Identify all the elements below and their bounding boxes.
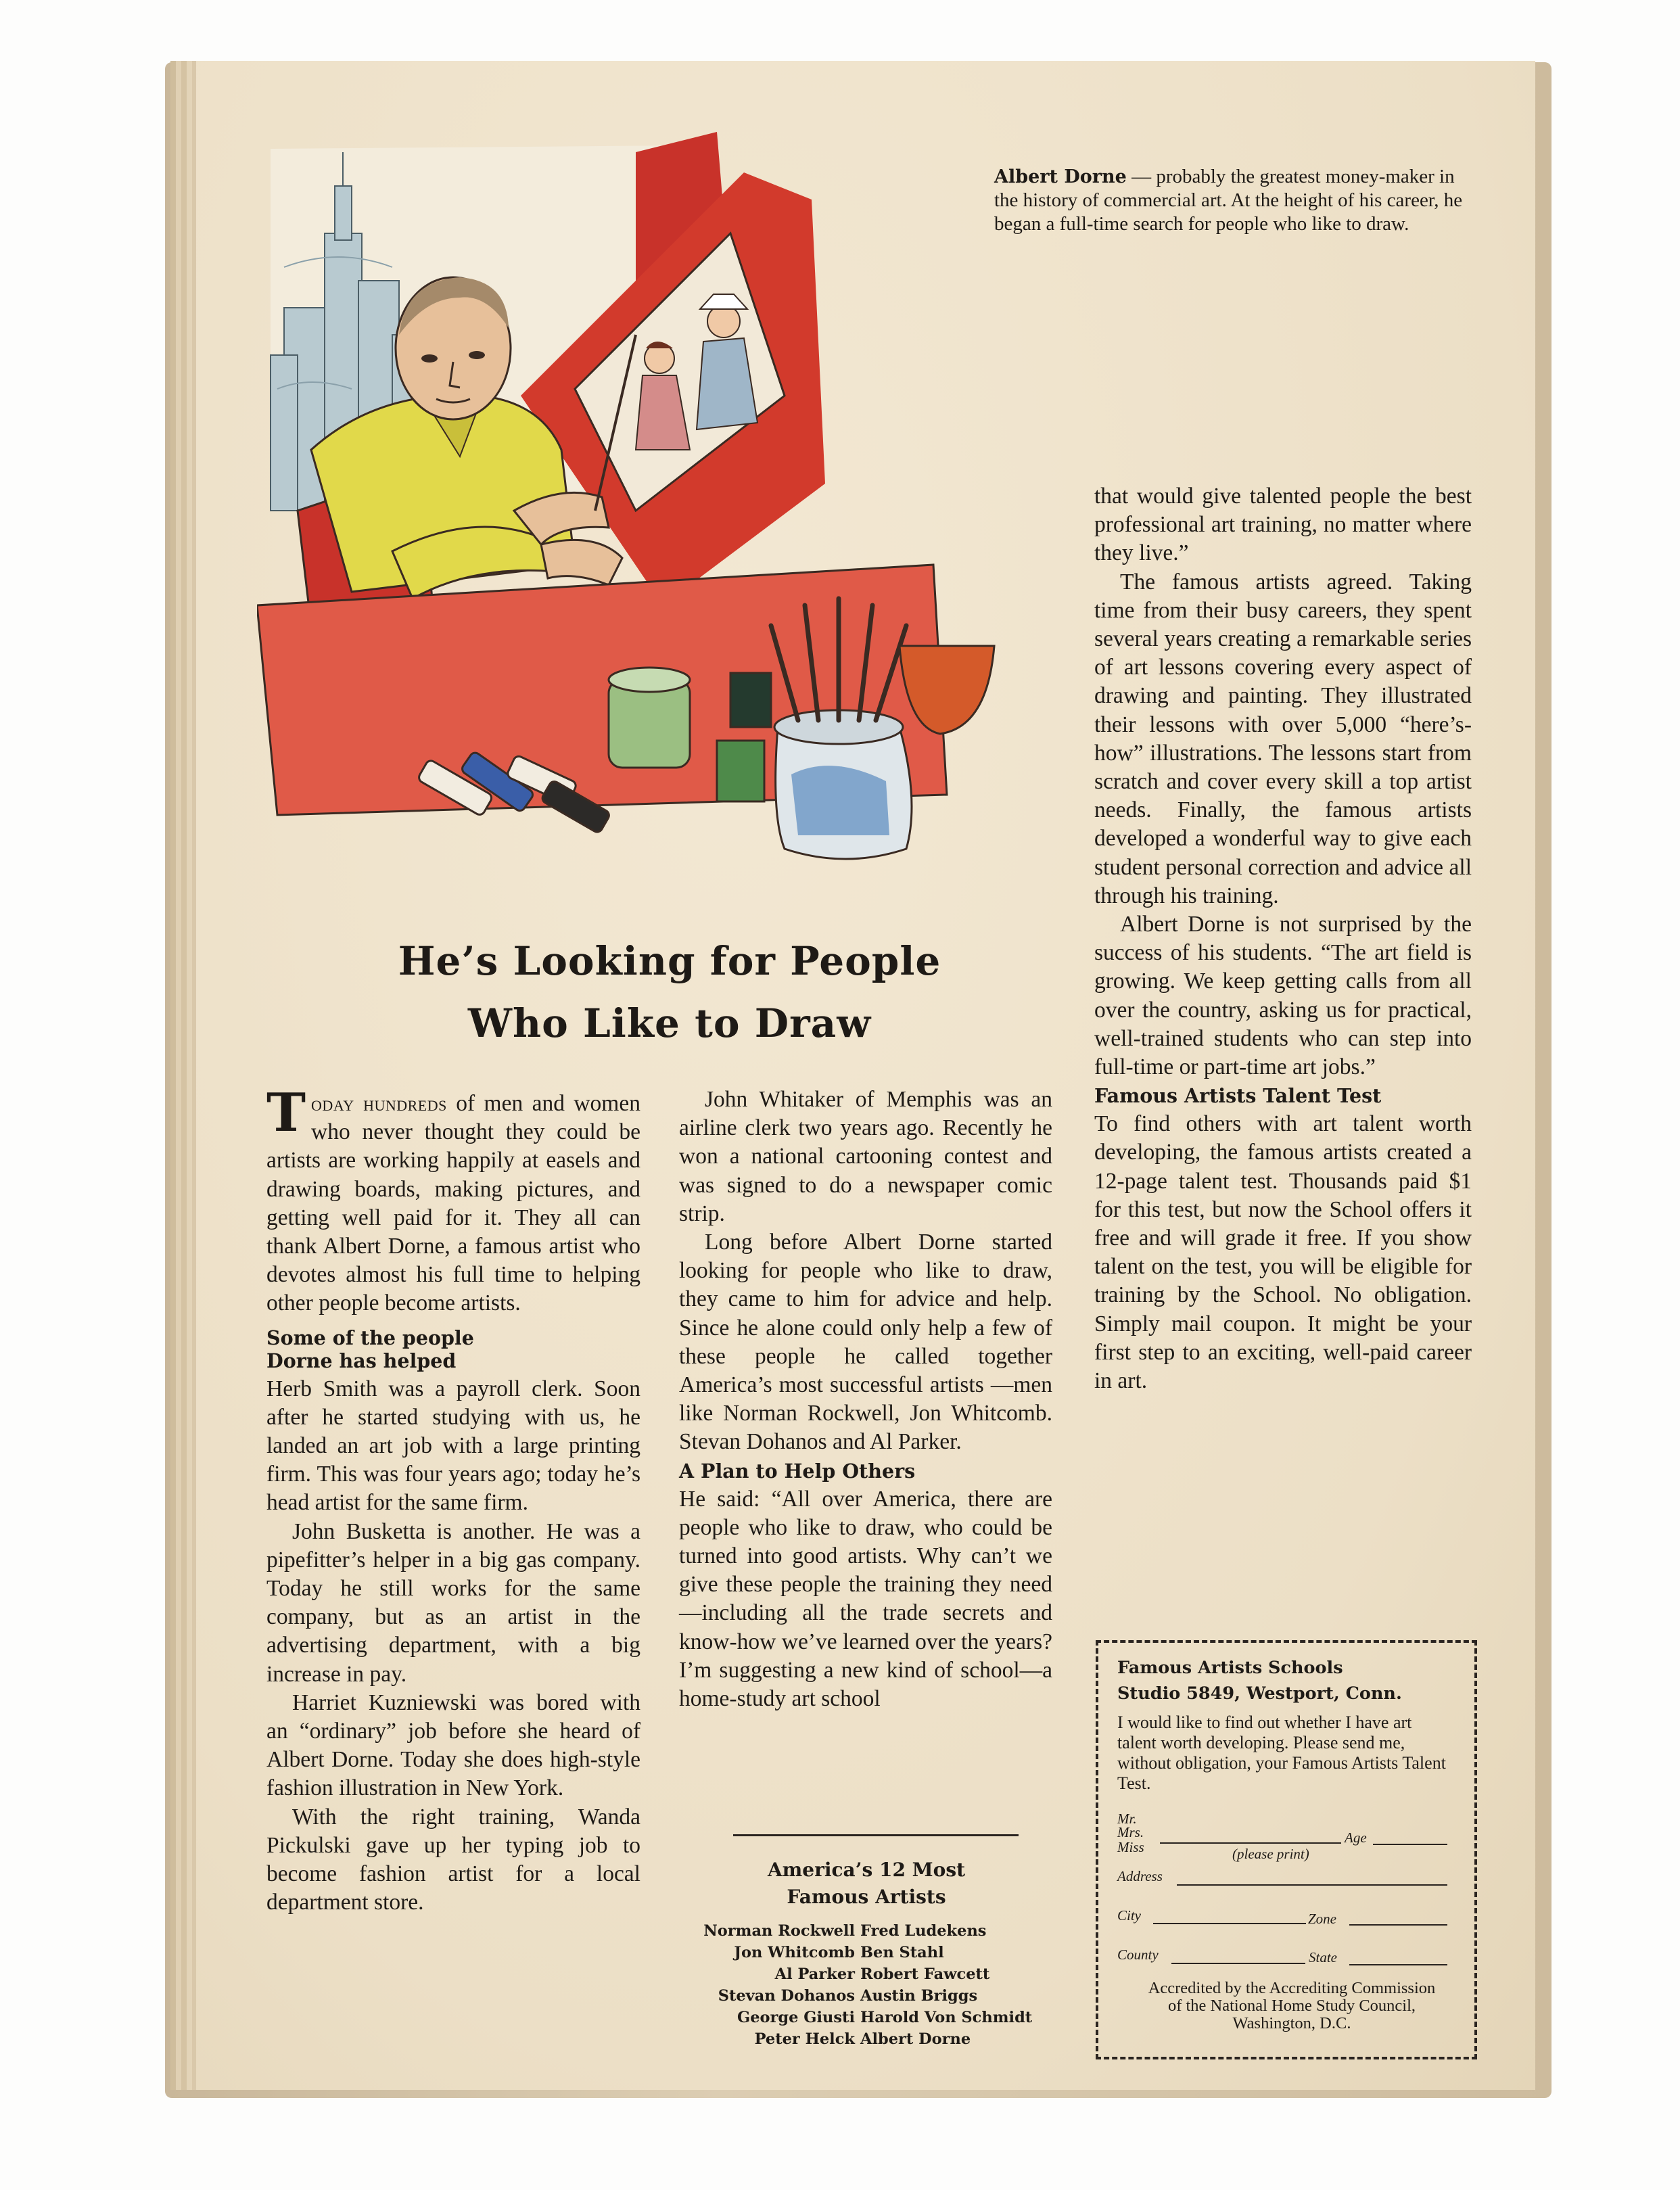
intro-smallcaps: oday hundreds [311, 1091, 447, 1115]
artist-left-2: Jon Whitcomb [734, 1944, 855, 1961]
article-column-1 [266, 1082, 640, 1917]
coupon-address-field[interactable] [1177, 1884, 1447, 1886]
subhead-plan: A Plan to Help Others [679, 1459, 916, 1483]
coupon-label-city: City [1117, 1907, 1141, 1924]
coupon-studio-address: Studio 5849, Westport, Conn. [1117, 1683, 1402, 1704]
accreditation-note: Accredited by the Accrediting Commission of the National Home Study Council, Washington, D.C. [1148, 1979, 1436, 2032]
coupon-age-field[interactable] [1373, 1844, 1447, 1845]
coupon-header [1117, 1655, 1469, 1706]
subhead-people-helped-2: Dorne has helped [266, 1349, 457, 1372]
coupon-label-address: Address [1117, 1868, 1163, 1884]
coupon-name-field[interactable] [1160, 1842, 1341, 1844]
coupon-label-print: (please print) [1232, 1846, 1309, 1862]
drop-cap: T [266, 1082, 306, 1144]
coupon-label-zone: Zone [1308, 1911, 1336, 1927]
artist-right-4: Austin Briggs [860, 1987, 978, 2005]
paragraph-herb-smith: Herb Smith was a payroll clerk. Soon after he started studying with us, he landed an art job with a large printing firm. This was four years ago; today he’s head artist for the same firm. [266, 1376, 640, 1516]
coupon-state-field[interactable] [1349, 1964, 1447, 1965]
paragraph-artists-agreed: The famous artists agreed. Taking time from their busy careers, they spent several years creating a remarkable series of art lessons covering every aspect of drawing and painting. They illustrated their lessons with over 5,000 “here’s-how” illustrations. The lessons start from scratch and cover every skill a top artist needs. Finally, the famous artists developed a wonderful way to give each student personal correction and advice all through his training. [1094, 569, 1472, 908]
famous-artists-title-1: America’s 12 Most [767, 1859, 966, 1881]
article-column-2 [679, 1086, 1052, 1713]
artist-left-1: Norman Rockwell [703, 1922, 855, 1940]
famous-artists-title-2: Famous Artists [787, 1886, 946, 1908]
coupon-request-text: I would like to find out whether I have art talent worth developing. Please send me, without obligation, your Famous Artists Talent Test. [1117, 1713, 1446, 1793]
caption-text: — probably the greatest money-maker in the history of commercial art. At the height of his career, he began a full-time search for people who like to draw. [994, 166, 1463, 235]
caption-name: Albert Dorne [994, 166, 1127, 187]
subhead-people-helped-1: Some of the people [266, 1326, 474, 1349]
artist-right-1: Fred Ludekens [860, 1922, 987, 1940]
headline [291, 930, 1048, 1054]
coupon-zone-field[interactable] [1349, 1924, 1447, 1926]
illustration-caption [994, 165, 1468, 236]
divider-rule [733, 1834, 1019, 1836]
paragraph-talent-test: To find others with art talent worth developing, the famous artists created a 12-page talent test. Thousands paid $1 for this test, but now the School offers it free and will grade it free. If you show talent on the test, you will be eligible for training by the School. No obligation. Simply mail coupon. It might be your first step to an exciting, well-paid career in art. [1094, 1111, 1472, 1394]
artist-right-2: Ben Stahl [860, 1944, 944, 1961]
famous-artists-title [680, 1857, 1052, 1911]
dorne-illustration [257, 132, 1021, 930]
subhead-talent-test: Famous Artists Talent Test [1094, 1084, 1382, 1108]
paragraph-harriet-kuzniewski: Harriet Kuzniewski was bored with an “ordinary” job before she heard of Albert Dorne. Today she does high-style fashion illustration in New York. [266, 1690, 640, 1801]
artist-right-5: Harold Von Schmidt [860, 2009, 1033, 2026]
coupon-county-field[interactable] [1171, 1963, 1305, 1964]
artist-left-5: George Giusti [737, 2009, 855, 2026]
coupon-label-mr: Mr. [1117, 1811, 1137, 1827]
paragraph-john-whitaker: John Whitaker of Memphis was an airline clerk two years ago. Recently he won a national cartooning contest and was signed to do a newspaper comic strip. [679, 1087, 1052, 1226]
paragraph-he-said: He said: “All over America, there are people who like to draw, who could be turned into good artists. Why can’t we give these people the training they need—including all the trade secrets and know-how we’ve learned over the years? I’m suggesting a new kind of school—a home-study art school [679, 1486, 1052, 1712]
artist-left-3: Al Parker [774, 1965, 855, 1983]
coupon-school-name: Famous Artists Schools [1117, 1658, 1343, 1678]
headline-line-2: Who Like to Draw [467, 1000, 872, 1046]
intro-text: of men and women who never thought they could be artists are working happily at easels and drawing boards, making pictures, and getting well paid for it. They all can thank Albert Dorne, a famous artist who devotes almost his full time to helping other people become artists. [266, 1091, 640, 1316]
artist-right-6: Albert Dorne [860, 2030, 971, 2048]
coupon-city-field[interactable] [1153, 1923, 1306, 1924]
artist-left-6: Peter Helck [754, 2030, 855, 2048]
artist-right-3: Robert Fawcett [860, 1965, 990, 1983]
paragraph-john-busketta: John Busketta is another. He was a pipefitter’s helper in a big gas company. Today he still works for the same company, but as an artist in the advertising department, with a big increase in pay. [266, 1518, 640, 1687]
coupon-label-age: Age [1345, 1830, 1367, 1846]
paragraph-not-surprised: Albert Dorne is not surprised by the success of his students. “The art field is growing. We keep getting calls from all over the country, asking us for practical, well-trained students who can step into full-time or part-time art jobs.” [1094, 912, 1472, 1080]
coupon-label-county: County [1117, 1947, 1159, 1963]
coupon-label-state: State [1309, 1949, 1337, 1965]
article-column-3 [1094, 482, 1472, 1395]
coupon-label-miss: Miss [1117, 1839, 1144, 1855]
paragraph-continued: that would give talented people the best professional art training, no matter where they live.” [1094, 484, 1472, 566]
coupon-label-mrs: Mrs. [1117, 1824, 1144, 1840]
artist-left-4: Stevan Dohanos [718, 1987, 855, 2005]
intro-paragraph [266, 1082, 640, 1318]
headline-line-1: He’s Looking for People [398, 938, 941, 984]
paragraph-wanda-pickulski: With the right training, Wanda Pickulski gave up her typing job to become fashion artist for a local department store. [266, 1804, 640, 1915]
paragraph-long-before: Long before Albert Dorne started looking for people who like to draw, they came to him for advice and help. Since he alone could only help a few of these people he called together America’s most successful artists —men like Norman Rockwell, Jon Whitcomb. Stevan Dohanos and Al Parker. [679, 1230, 1052, 1455]
